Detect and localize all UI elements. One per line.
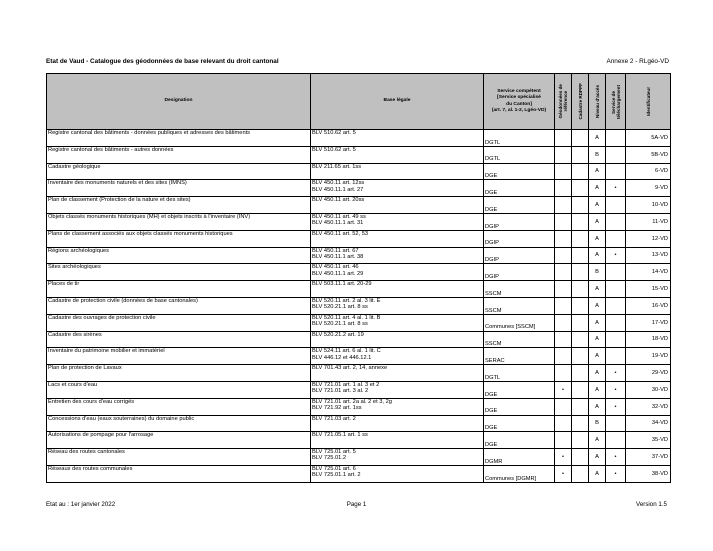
cell-telechargement bbox=[606, 213, 626, 230]
cell-identifiant: 11-VD bbox=[626, 213, 671, 230]
cell-base-legale: BLV 450.11 art. 20ss bbox=[311, 197, 484, 214]
table-row bbox=[47, 264, 671, 281]
cell-acces: A bbox=[589, 281, 606, 298]
catalogue-table bbox=[46, 73, 671, 483]
cell-designation: Autorisations de pompage pour l'arrosage bbox=[47, 432, 311, 449]
footer-version: Version 1.5 bbox=[636, 501, 667, 508]
cell-base-legale: BLV 524.11 art. 6 al. 1 lit. C BLV 446.12 et 446.12.1 bbox=[311, 348, 484, 365]
cell-rdppf bbox=[572, 281, 589, 298]
cell-acces: A bbox=[589, 197, 606, 214]
cell-identifiant: 9-VD bbox=[626, 180, 671, 197]
table-row bbox=[47, 331, 671, 348]
cell-designation: Cadastre des ouvrages de protection civile bbox=[47, 314, 311, 331]
table-row bbox=[47, 213, 671, 230]
cell-identifiant: 34-VD bbox=[626, 415, 671, 432]
cell-designation: Réseaux des routes communales bbox=[47, 465, 311, 482]
cell-service: SSCM bbox=[484, 331, 555, 348]
cell-acces: A bbox=[589, 331, 606, 348]
cell-designation: Cadastre de protection civile (données de base cantonales) bbox=[47, 297, 311, 314]
cell-acces: A bbox=[589, 213, 606, 230]
cell-acces: A bbox=[589, 432, 606, 449]
cell-rdppf bbox=[572, 348, 589, 365]
cell-service: SERAC bbox=[484, 348, 555, 365]
cell-acces: A bbox=[589, 230, 606, 247]
cell-georeference bbox=[555, 281, 572, 298]
cell-telechargement: • bbox=[606, 449, 626, 466]
cell-rdppf bbox=[572, 247, 589, 264]
table-row bbox=[47, 449, 671, 466]
cell-rdppf bbox=[572, 331, 589, 348]
cell-identifiant: 17-VD bbox=[626, 314, 671, 331]
table-row bbox=[47, 398, 671, 415]
cell-identifiant: 14-VD bbox=[626, 264, 671, 281]
cell-georeference: • bbox=[555, 465, 572, 482]
cell-identifiant: 29-VD bbox=[626, 365, 671, 382]
cell-georeference bbox=[555, 213, 572, 230]
cell-base-legale: BLV 510.62 art. 5 bbox=[311, 130, 484, 147]
cell-service: DGE bbox=[484, 398, 555, 415]
cell-designation: Entretien des cours d'eau corrigés bbox=[47, 398, 311, 415]
cell-georeference bbox=[555, 297, 572, 314]
cell-identifiant: 15-VD bbox=[626, 281, 671, 298]
cell-rdppf bbox=[572, 180, 589, 197]
cell-telechargement: • bbox=[606, 247, 626, 264]
table-header-row bbox=[47, 74, 671, 130]
cell-acces: A bbox=[589, 398, 606, 415]
table-row bbox=[47, 348, 671, 365]
cell-rdppf bbox=[572, 230, 589, 247]
cell-telechargement bbox=[606, 163, 626, 180]
footer-page: Page 1 bbox=[346, 501, 367, 508]
cell-designation: Registre cantonal des bâtiments - données publiques et adresses des bâtiments bbox=[47, 130, 311, 147]
cell-identifiant: 12-VD bbox=[626, 230, 671, 247]
cell-rdppf bbox=[572, 264, 589, 281]
cell-designation: Inventaire du patrimoine mobilier et immatériel bbox=[47, 348, 311, 365]
cell-rdppf bbox=[572, 213, 589, 230]
cell-service: DGIP bbox=[484, 264, 555, 281]
cell-identifiant: 19-VD bbox=[626, 348, 671, 365]
cell-acces: A bbox=[589, 314, 606, 331]
cell-identifiant: 32-VD bbox=[626, 398, 671, 415]
cell-designation: Plan de protection de Lavaux bbox=[47, 365, 311, 382]
cell-acces: A bbox=[589, 381, 606, 398]
cell-service: DGE bbox=[484, 381, 555, 398]
cell-base-legale: BLV 450.11 art. 67 BLV 450.11.1 art. 38 bbox=[311, 247, 484, 264]
cell-rdppf bbox=[572, 398, 589, 415]
table-row bbox=[47, 281, 671, 298]
cell-service: Communes [SSCM] bbox=[484, 314, 555, 331]
cell-acces: A bbox=[589, 449, 606, 466]
cell-service: DGE bbox=[484, 163, 555, 180]
cell-georeference bbox=[555, 314, 572, 331]
cell-georeference: • bbox=[555, 449, 572, 466]
cell-service: DGE bbox=[484, 432, 555, 449]
cell-acces: A bbox=[589, 297, 606, 314]
cell-rdppf bbox=[572, 415, 589, 432]
cell-telechargement: • bbox=[606, 365, 626, 382]
cell-acces: A bbox=[589, 180, 606, 197]
cell-designation: Cadastre des sirènes bbox=[47, 331, 311, 348]
cell-telechargement bbox=[606, 297, 626, 314]
table-row bbox=[47, 230, 671, 247]
table-row bbox=[47, 415, 671, 432]
cell-designation: Concessions d'eau (eaux souterraines) du domaine public bbox=[47, 415, 311, 432]
cell-designation: Inventaire des monuments naturels et des sites (IMNS) bbox=[47, 180, 311, 197]
cell-service: DGTL bbox=[484, 146, 555, 163]
cell-designation: Sites archéologiques bbox=[47, 264, 311, 281]
cell-designation: Registre cantonal des bâtiments - autres données bbox=[47, 146, 311, 163]
col-header-telechargement: Service de téléchargement bbox=[606, 74, 626, 130]
table-row bbox=[47, 247, 671, 264]
cell-identifiant: 37-VD bbox=[626, 449, 671, 466]
table-row bbox=[47, 197, 671, 214]
cell-designation: Plan de classement (Protection de la nature et des sites) bbox=[47, 197, 311, 214]
cell-telechargement: • bbox=[606, 465, 626, 482]
col-header-rdppf: Cadastre RDPPF bbox=[572, 74, 589, 130]
cell-telechargement bbox=[606, 264, 626, 281]
cell-designation: Régions archéologiques bbox=[47, 247, 311, 264]
table-row bbox=[47, 432, 671, 449]
cell-base-legale: BLV 450.11 art. 49 ss BLV 450.11.1 art. 31 bbox=[311, 213, 484, 230]
cell-rdppf bbox=[572, 163, 589, 180]
cell-telechargement bbox=[606, 348, 626, 365]
cell-base-legale: BLV 450.11 art. 12ss BLV 450.11.1 art. 27 bbox=[311, 180, 484, 197]
cell-acces: B bbox=[589, 146, 606, 163]
cell-rdppf bbox=[572, 297, 589, 314]
cell-designation: Objets classés monuments historiques (MH) et objets inscrits à l'inventaire (INV) bbox=[47, 213, 311, 230]
cell-service: DGIP bbox=[484, 213, 555, 230]
cell-rdppf bbox=[572, 146, 589, 163]
cell-base-legale: BLV 725.01 art. 5 BLV 725.01.2 bbox=[311, 449, 484, 466]
cell-base-legale: BLV 725.01 art. 6 BLV 725.01.1 art. 2 bbox=[311, 465, 484, 482]
table-row bbox=[47, 297, 671, 314]
cell-acces: A bbox=[589, 365, 606, 382]
col-header-service: Service compétent [Service spécialisé du Canton] (art. 7, al. 1-2, Lgéo-VD) bbox=[484, 74, 555, 130]
table-row bbox=[47, 381, 671, 398]
cell-telechargement bbox=[606, 331, 626, 348]
cell-base-legale: BLV 721.01 art. 1 al. 3 et 2 BLV 721.01 art. 3 al. 2 bbox=[311, 381, 484, 398]
table-row bbox=[47, 180, 671, 197]
cell-telechargement bbox=[606, 415, 626, 432]
cell-service: DGE bbox=[484, 180, 555, 197]
cell-georeference bbox=[555, 230, 572, 247]
cell-identifiant: 5A-VD bbox=[626, 130, 671, 147]
cell-georeference bbox=[555, 264, 572, 281]
cell-acces: B bbox=[589, 415, 606, 432]
col-header-georeference: Géodonnées de référence bbox=[555, 74, 572, 130]
cell-acces: A bbox=[589, 465, 606, 482]
cell-service: SSCM bbox=[484, 281, 555, 298]
col-header-base-legale: Base légale bbox=[311, 74, 484, 130]
cell-base-legale: BLV 721.03 art. 2 bbox=[311, 415, 484, 432]
cell-base-legale: BLV 510.62 art. 5 bbox=[311, 146, 484, 163]
cell-service: DGMR bbox=[484, 449, 555, 466]
cell-georeference bbox=[555, 415, 572, 432]
cell-georeference bbox=[555, 398, 572, 415]
cell-identifiant: 5B-VD bbox=[626, 146, 671, 163]
cell-identifiant: 16-VD bbox=[626, 297, 671, 314]
cell-georeference bbox=[555, 130, 572, 147]
cell-base-legale: BLV 721.05.1 art. 1 ss bbox=[311, 432, 484, 449]
cell-identifiant: 35-VD bbox=[626, 432, 671, 449]
cell-identifiant: 18-VD bbox=[626, 331, 671, 348]
cell-rdppf bbox=[572, 381, 589, 398]
cell-georeference bbox=[555, 180, 572, 197]
cell-georeference bbox=[555, 197, 572, 214]
cell-service: DGIP bbox=[484, 230, 555, 247]
cell-georeference bbox=[555, 146, 572, 163]
col-header-identifiant: Identificateur bbox=[626, 74, 671, 130]
cell-service: DGE bbox=[484, 197, 555, 214]
cell-telechargement: • bbox=[606, 398, 626, 415]
table-row bbox=[47, 465, 671, 482]
col-header-acces: Niveau d'accès bbox=[589, 74, 606, 130]
table-row bbox=[47, 146, 671, 163]
table-row bbox=[47, 314, 671, 331]
cell-service: DGTL bbox=[484, 130, 555, 147]
cell-service: Communes [DGMR] bbox=[484, 465, 555, 482]
cell-georeference: • bbox=[555, 381, 572, 398]
annex-label: Annexe 2 - RLgéo-VD bbox=[606, 58, 669, 65]
cell-service: DGIP bbox=[484, 247, 555, 264]
cell-base-legale: BLV 721.01 art. 2a al. 2 et 3, 2g BLV 721.92 art. 1ss bbox=[311, 398, 484, 415]
cell-identifiant: 30-VD bbox=[626, 381, 671, 398]
cell-base-legale: BLV 450.11 art. 46 BLV 450.11.1 art. 29 bbox=[311, 264, 484, 281]
cell-telechargement bbox=[606, 281, 626, 298]
cell-acces: A bbox=[589, 163, 606, 180]
cell-base-legale: BLV 450.11 art. 52, 53 bbox=[311, 230, 484, 247]
cell-acces: A bbox=[589, 130, 606, 147]
cell-acces: B bbox=[589, 264, 606, 281]
cell-georeference bbox=[555, 348, 572, 365]
table-row bbox=[47, 365, 671, 382]
cell-identifiant: 10-VD bbox=[626, 197, 671, 214]
table-row bbox=[47, 130, 671, 147]
cell-service: DGTL bbox=[484, 365, 555, 382]
document-title: Etat de Vaud - Catalogue des géodonnées de base relevant du droit cantonal bbox=[46, 58, 279, 65]
cell-telechargement bbox=[606, 432, 626, 449]
cell-base-legale: BLV 503.11.1 art. 20-29 bbox=[311, 281, 484, 298]
cell-telechargement bbox=[606, 314, 626, 331]
cell-rdppf bbox=[572, 130, 589, 147]
cell-identifiant: 6-VD bbox=[626, 163, 671, 180]
cell-telechargement bbox=[606, 197, 626, 214]
cell-georeference bbox=[555, 163, 572, 180]
cell-georeference bbox=[555, 331, 572, 348]
cell-georeference bbox=[555, 247, 572, 264]
col-header-designation: Designation bbox=[47, 74, 311, 130]
cell-service: SSCM bbox=[484, 297, 555, 314]
cell-rdppf bbox=[572, 314, 589, 331]
table-row bbox=[47, 163, 671, 180]
cell-identifiant: 13-VD bbox=[626, 247, 671, 264]
cell-designation: Réseau des routes cantonales bbox=[47, 449, 311, 466]
cell-rdppf bbox=[572, 365, 589, 382]
cell-georeference bbox=[555, 432, 572, 449]
cell-rdppf bbox=[572, 465, 589, 482]
cell-base-legale: BLV 520.21.2 art. 19 bbox=[311, 331, 484, 348]
cell-identifiant: 38-VD bbox=[626, 465, 671, 482]
cell-designation: Places de tir bbox=[47, 281, 311, 298]
cell-base-legale: BLV 520.11 art. 4 al. 1 lit. B BLV 520.21.1 art. 8 ss bbox=[311, 314, 484, 331]
cell-designation: Lacs et cours d'eau bbox=[47, 381, 311, 398]
cell-telechargement: • bbox=[606, 180, 626, 197]
cell-georeference bbox=[555, 365, 572, 382]
cell-designation: Plans de classement associés aux objets classés monuments historiques bbox=[47, 230, 311, 247]
cell-telechargement bbox=[606, 146, 626, 163]
cell-acces: A bbox=[589, 247, 606, 264]
cell-rdppf bbox=[572, 197, 589, 214]
cell-telechargement: • bbox=[606, 381, 626, 398]
cell-telechargement bbox=[606, 230, 626, 247]
cell-base-legale: BLV 701.43 art. 2, 14, annexe bbox=[311, 365, 484, 382]
cell-base-legale: BLV 211.65 art. 1ss bbox=[311, 163, 484, 180]
cell-telechargement bbox=[606, 130, 626, 147]
cell-service: DGE bbox=[484, 415, 555, 432]
cell-acces: A bbox=[589, 348, 606, 365]
cell-rdppf bbox=[572, 449, 589, 466]
cell-rdppf bbox=[572, 432, 589, 449]
cell-base-legale: BLV 520.11 art. 2 al. 3 lit. E BLV 520.21.1 art. 8 ss bbox=[311, 297, 484, 314]
cell-designation: Cadastre géologique bbox=[47, 163, 311, 180]
footer-date: Etat au : 1er janvier 2022 bbox=[46, 501, 116, 508]
